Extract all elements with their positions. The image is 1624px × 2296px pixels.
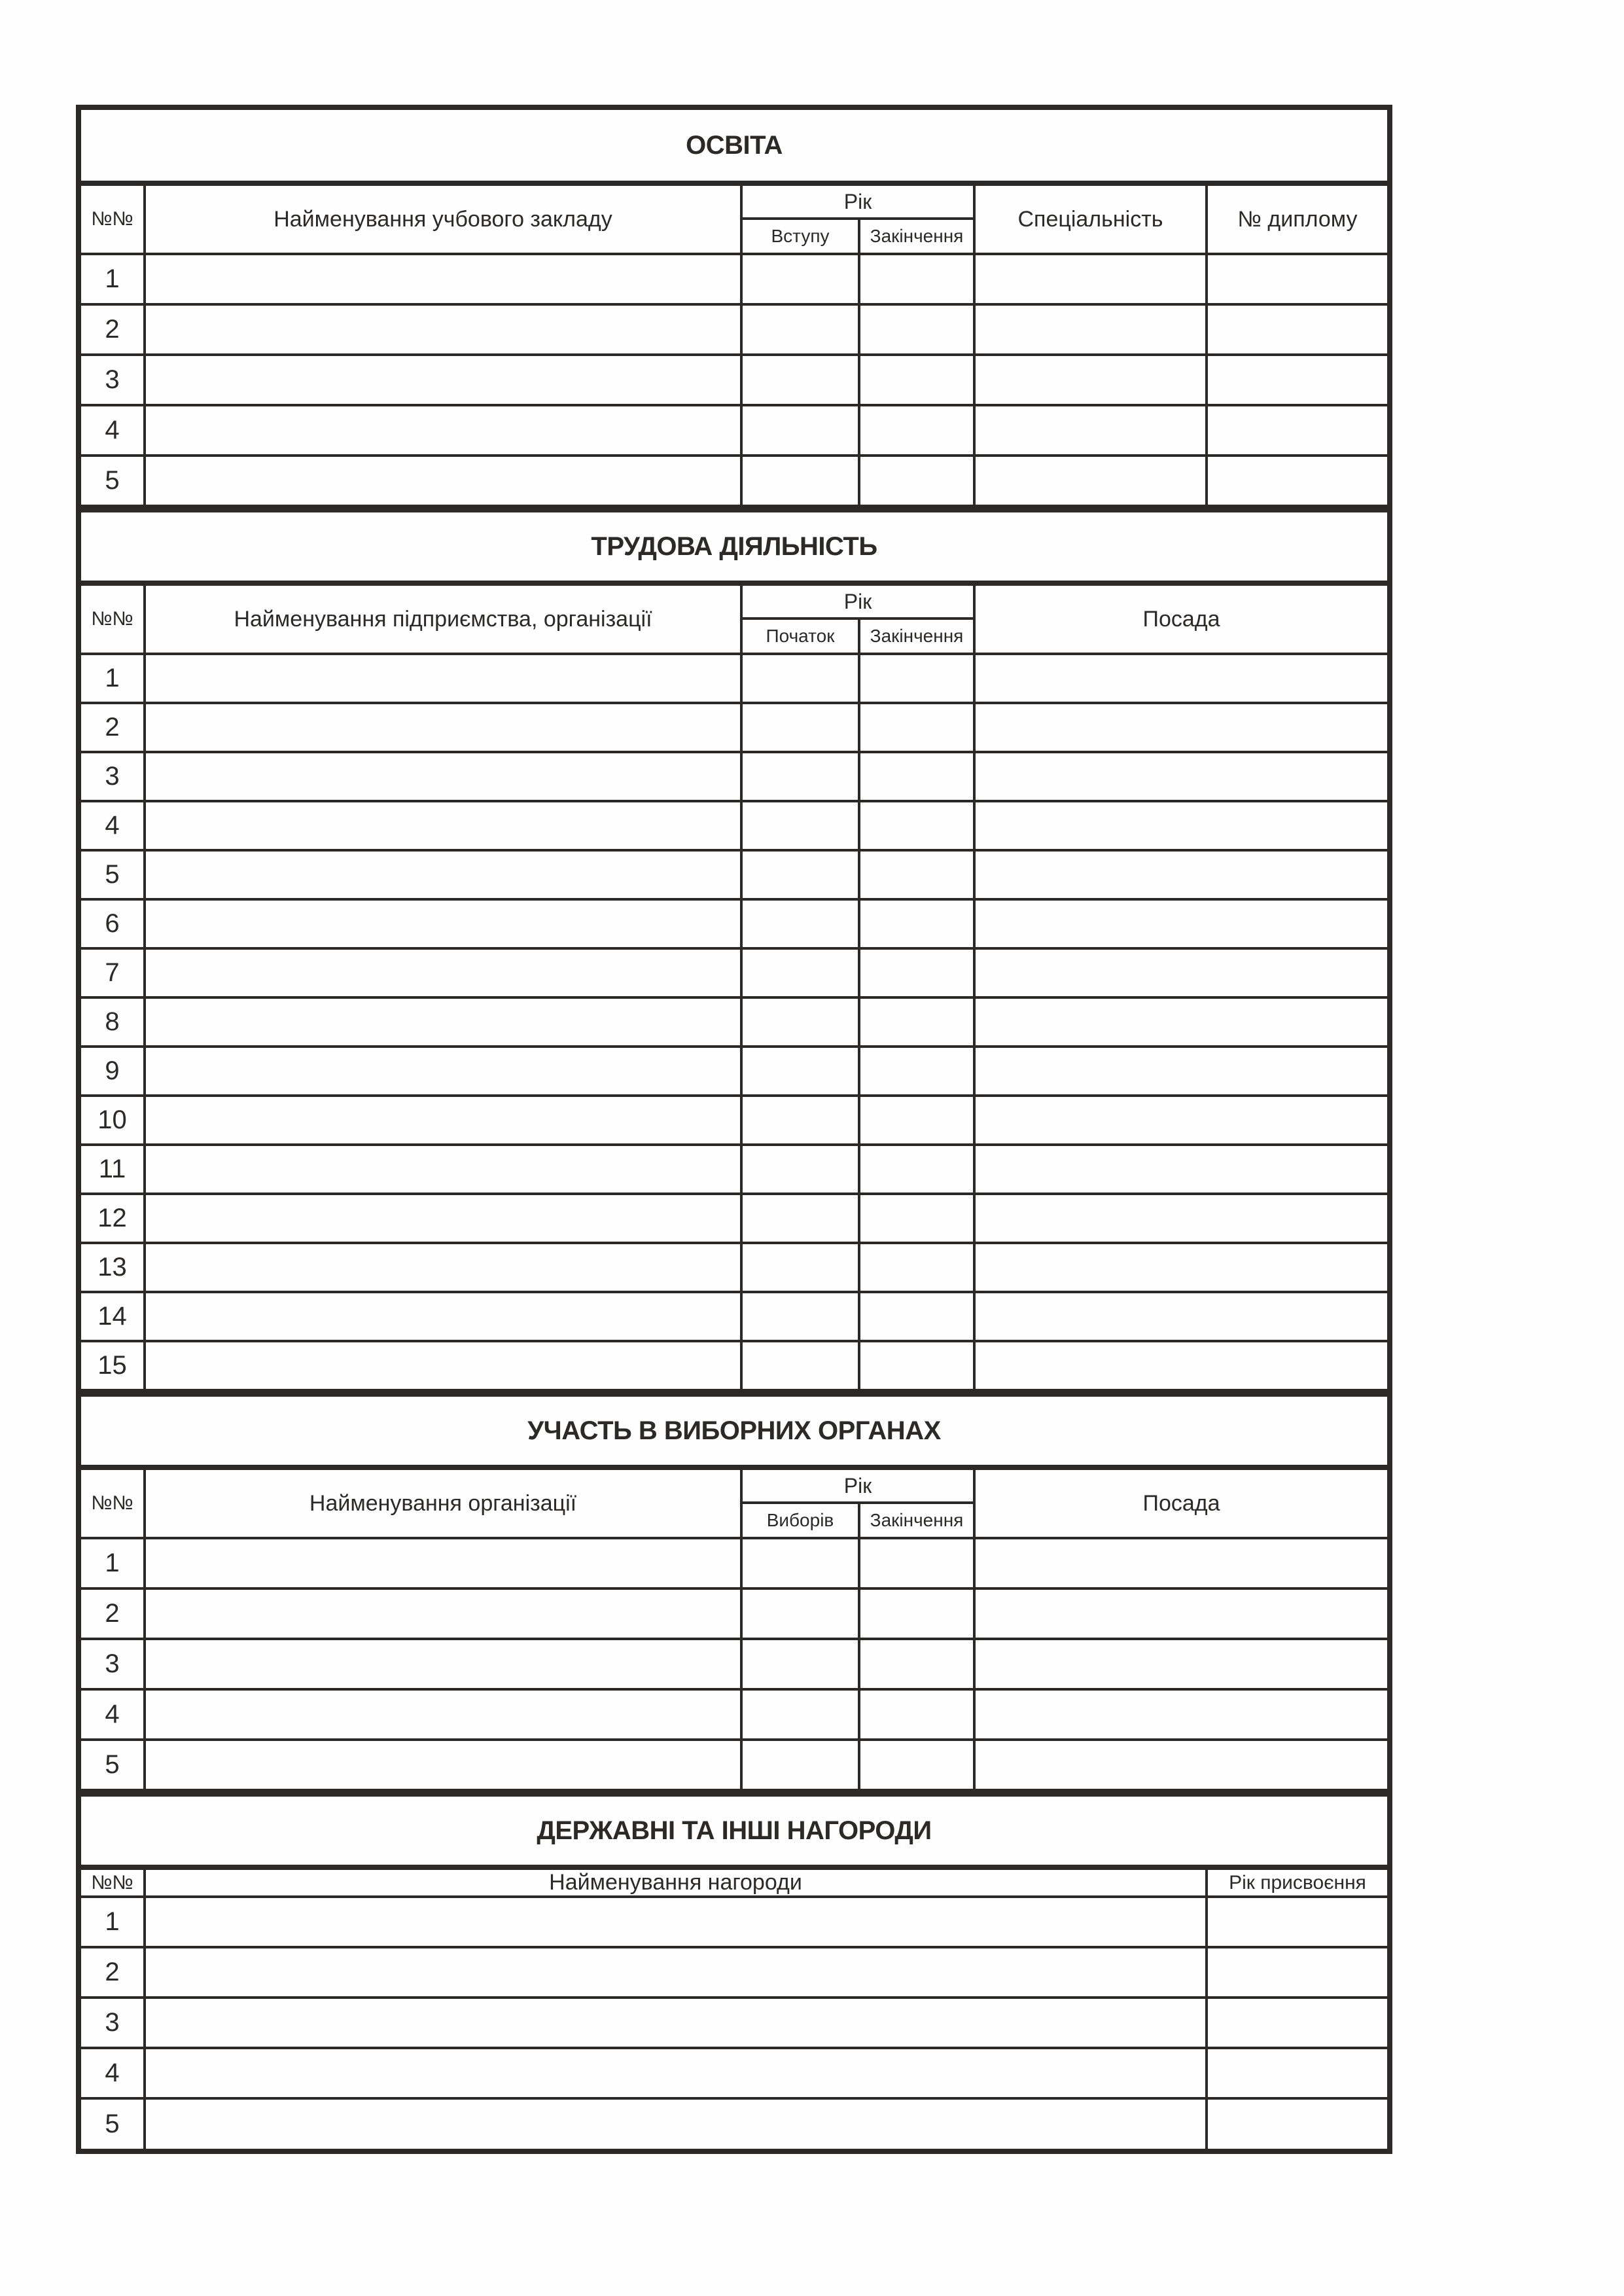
specialty-cell[interactable]	[974, 254, 1207, 304]
election-year-cell[interactable]	[741, 1538, 859, 1588]
work-name-header: Найменування підприємства, організації	[145, 583, 741, 654]
elected-year-end-header: Закінчення	[859, 1503, 974, 1538]
work-row	[81, 948, 1387, 997]
position-cell[interactable]	[974, 1194, 1387, 1243]
year-end-cell[interactable]	[859, 1292, 974, 1341]
organization-name-cell[interactable]	[145, 850, 741, 899]
position-cell[interactable]	[974, 1639, 1387, 1689]
row-number: 4	[81, 405, 145, 456]
elected-position-header: Посада	[974, 1467, 1387, 1538]
position-cell[interactable]	[974, 801, 1387, 850]
year-end-cell[interactable]	[859, 752, 974, 801]
institution-name-cell[interactable]	[145, 456, 741, 506]
work-row	[81, 752, 1387, 801]
award-year-cell[interactable]	[1207, 2098, 1387, 2149]
row-number: 4	[81, 1689, 145, 1740]
year-start-cell[interactable]	[741, 899, 859, 948]
organization-name-cell[interactable]	[145, 1047, 741, 1096]
year-start-cell[interactable]	[741, 254, 859, 304]
education-year-header: Рік	[741, 183, 974, 219]
award-name-cell[interactable]	[145, 2098, 1207, 2149]
education-table	[81, 110, 1387, 507]
position-cell[interactable]	[974, 1096, 1387, 1145]
year-start-cell[interactable]	[741, 850, 859, 899]
row-number: 11	[81, 1145, 145, 1194]
row-number: 13	[81, 1243, 145, 1292]
year-end-cell[interactable]	[859, 899, 974, 948]
elected-name-header: Найменування організації	[145, 1467, 741, 1538]
position-cell[interactable]	[974, 1292, 1387, 1341]
year-end-cell[interactable]	[859, 997, 974, 1047]
work-section-title: ТРУДОВА ДІЯЛЬНІСТЬ	[81, 510, 1387, 583]
personal-record-form	[76, 105, 1392, 2154]
awards-row	[81, 2048, 1387, 2098]
row-number: 7	[81, 948, 145, 997]
organization-name-cell[interactable]	[145, 948, 741, 997]
position-cell[interactable]	[974, 1689, 1387, 1740]
work-row	[81, 1341, 1387, 1390]
row-number: 3	[81, 1998, 145, 2048]
year-start-cell[interactable]	[741, 1292, 859, 1341]
education-year-end-header: Закінчення	[859, 219, 974, 254]
work-row	[81, 1243, 1387, 1292]
organization-name-cell[interactable]	[145, 1096, 741, 1145]
row-number: 5	[81, 456, 145, 506]
position-cell[interactable]	[974, 948, 1387, 997]
diploma-cell[interactable]	[1207, 254, 1387, 304]
organization-name-cell[interactable]	[145, 1243, 741, 1292]
elected-row	[81, 1740, 1387, 1790]
election-year-cell[interactable]	[741, 1689, 859, 1740]
elected-year-start-header: Виборів	[741, 1503, 859, 1538]
awards-table	[81, 1791, 1387, 2149]
award-name-cell[interactable]	[145, 2048, 1207, 2098]
year-end-cell[interactable]	[859, 1538, 974, 1588]
education-diploma-header: № диплому	[1207, 183, 1387, 254]
year-end-cell[interactable]	[859, 1145, 974, 1194]
year-end-cell[interactable]	[859, 1194, 974, 1243]
work-row	[81, 850, 1387, 899]
position-cell[interactable]	[974, 1145, 1387, 1194]
position-cell[interactable]	[974, 850, 1387, 899]
specialty-cell[interactable]	[974, 355, 1207, 405]
award-name-cell[interactable]	[145, 1998, 1207, 2048]
education-row	[81, 254, 1387, 304]
organization-name-cell[interactable]	[145, 1292, 741, 1341]
organization-name-cell[interactable]	[145, 752, 741, 801]
row-number: 15	[81, 1341, 145, 1390]
row-number: 14	[81, 1292, 145, 1341]
awards-name-header: Найменування нагороди	[145, 1867, 1207, 1897]
row-number: 2	[81, 1947, 145, 1998]
year-end-cell[interactable]	[859, 654, 974, 703]
row-number: 6	[81, 899, 145, 948]
elected-row	[81, 1538, 1387, 1588]
education-row	[81, 304, 1387, 355]
education-row	[81, 355, 1387, 405]
position-cell[interactable]	[974, 752, 1387, 801]
year-start-cell[interactable]	[741, 304, 859, 355]
organization-name-cell[interactable]	[145, 997, 741, 1047]
award-name-cell[interactable]	[145, 1947, 1207, 1998]
year-end-cell[interactable]	[859, 1639, 974, 1689]
work-row	[81, 654, 1387, 703]
year-start-cell[interactable]	[741, 355, 859, 405]
elected-bodies-table	[81, 1391, 1387, 1791]
diploma-cell[interactable]	[1207, 405, 1387, 456]
specialty-cell[interactable]	[974, 456, 1207, 506]
award-name-cell[interactable]	[145, 1897, 1207, 1947]
awards-row	[81, 1998, 1387, 2048]
education-row	[81, 405, 1387, 456]
education-specialty-header: Спеціальність	[974, 183, 1207, 254]
year-start-cell[interactable]	[741, 997, 859, 1047]
work-year-start-header: Початок	[741, 619, 859, 654]
row-number: 5	[81, 1740, 145, 1790]
elected-row	[81, 1639, 1387, 1689]
year-start-cell[interactable]	[741, 1194, 859, 1243]
work-row	[81, 997, 1387, 1047]
row-number: 12	[81, 1194, 145, 1243]
work-history-table	[81, 507, 1387, 1391]
year-end-cell[interactable]	[859, 1243, 974, 1292]
organization-name-cell[interactable]	[145, 1588, 741, 1639]
year-end-cell[interactable]	[859, 254, 974, 304]
year-start-cell[interactable]	[741, 1341, 859, 1390]
year-end-cell[interactable]	[859, 1047, 974, 1096]
year-start-cell[interactable]	[741, 405, 859, 456]
elected-row	[81, 1689, 1387, 1740]
year-end-cell[interactable]	[859, 801, 974, 850]
awards-row	[81, 2098, 1387, 2149]
awards-year-header: Рік присвоєння	[1207, 1867, 1387, 1897]
organization-name-cell[interactable]	[145, 1740, 741, 1790]
institution-name-cell[interactable]	[145, 254, 741, 304]
year-start-cell[interactable]	[741, 1047, 859, 1096]
elected-row	[81, 1588, 1387, 1639]
work-row	[81, 899, 1387, 948]
year-end-cell[interactable]	[859, 948, 974, 997]
organization-name-cell[interactable]	[145, 1689, 741, 1740]
work-row	[81, 1145, 1387, 1194]
election-year-cell[interactable]	[741, 1639, 859, 1689]
work-year-end-header: Закінчення	[859, 619, 974, 654]
diploma-cell[interactable]	[1207, 304, 1387, 355]
institution-name-cell[interactable]	[145, 355, 741, 405]
year-start-cell[interactable]	[741, 703, 859, 752]
diploma-cell[interactable]	[1207, 355, 1387, 405]
organization-name-cell[interactable]	[145, 1145, 741, 1194]
education-section-title: ОСВІТА	[81, 110, 1387, 183]
row-number: 5	[81, 850, 145, 899]
education-year-start-header: Вступу	[741, 219, 859, 254]
award-year-cell[interactable]	[1207, 1897, 1387, 1947]
work-row	[81, 801, 1387, 850]
year-end-cell[interactable]	[859, 1588, 974, 1639]
education-num-header: №№	[81, 183, 145, 254]
year-start-cell[interactable]	[741, 456, 859, 506]
awards-row	[81, 1947, 1387, 1998]
position-cell[interactable]	[974, 997, 1387, 1047]
year-end-cell[interactable]	[859, 1740, 974, 1790]
work-row	[81, 1096, 1387, 1145]
award-year-cell[interactable]	[1207, 1998, 1387, 2048]
institution-name-cell[interactable]	[145, 405, 741, 456]
year-end-cell[interactable]	[859, 1689, 974, 1740]
award-year-cell[interactable]	[1207, 2048, 1387, 2098]
elected-section-title: УЧАСТЬ В ВИБОРНИХ ОРГАНАХ	[81, 1394, 1387, 1467]
organization-name-cell[interactable]	[145, 654, 741, 703]
year-end-cell[interactable]	[859, 355, 974, 405]
row-number: 3	[81, 752, 145, 801]
work-row	[81, 1047, 1387, 1096]
row-number: 8	[81, 997, 145, 1047]
position-cell[interactable]	[974, 1538, 1387, 1588]
position-cell[interactable]	[974, 654, 1387, 703]
awards-num-header: №№	[81, 1867, 145, 1897]
education-row	[81, 456, 1387, 506]
work-row	[81, 703, 1387, 752]
row-number: 1	[81, 254, 145, 304]
year-end-cell[interactable]	[859, 703, 974, 752]
row-number: 1	[81, 1897, 145, 1947]
year-start-cell[interactable]	[741, 1096, 859, 1145]
organization-name-cell[interactable]	[145, 1639, 741, 1689]
position-cell[interactable]	[974, 1588, 1387, 1639]
row-number: 2	[81, 1588, 145, 1639]
organization-name-cell[interactable]	[145, 703, 741, 752]
year-end-cell[interactable]	[859, 456, 974, 506]
education-name-header: Найменування учбового закладу	[145, 183, 741, 254]
year-start-cell[interactable]	[741, 948, 859, 997]
awards-section-title: ДЕРЖАВНІ ТА ІНШІ НАГОРОДИ	[81, 1794, 1387, 1867]
row-number: 9	[81, 1047, 145, 1096]
position-cell[interactable]	[974, 1740, 1387, 1790]
year-end-cell[interactable]	[859, 1096, 974, 1145]
work-position-header: Посада	[974, 583, 1387, 654]
position-cell[interactable]	[974, 899, 1387, 948]
row-number: 2	[81, 703, 145, 752]
elected-num-header: №№	[81, 1467, 145, 1538]
work-row	[81, 1194, 1387, 1243]
work-num-header: №№	[81, 583, 145, 654]
position-cell[interactable]	[974, 1047, 1387, 1096]
organization-name-cell[interactable]	[145, 1538, 741, 1588]
row-number: 1	[81, 1538, 145, 1588]
year-end-cell[interactable]	[859, 1341, 974, 1390]
row-number: 10	[81, 1096, 145, 1145]
year-end-cell[interactable]	[859, 304, 974, 355]
election-year-cell[interactable]	[741, 1588, 859, 1639]
awards-row	[81, 1897, 1387, 1947]
organization-name-cell[interactable]	[145, 1194, 741, 1243]
row-number: 3	[81, 355, 145, 405]
row-number: 5	[81, 2098, 145, 2149]
specialty-cell[interactable]	[974, 405, 1207, 456]
specialty-cell[interactable]	[974, 304, 1207, 355]
election-year-cell[interactable]	[741, 1740, 859, 1790]
organization-name-cell[interactable]	[145, 801, 741, 850]
organization-name-cell[interactable]	[145, 899, 741, 948]
work-year-header: Рік	[741, 583, 974, 619]
award-year-cell[interactable]	[1207, 1947, 1387, 1998]
year-end-cell[interactable]	[859, 850, 974, 899]
position-cell[interactable]	[974, 1341, 1387, 1390]
year-start-cell[interactable]	[741, 801, 859, 850]
row-number: 4	[81, 801, 145, 850]
organization-name-cell[interactable]	[145, 1341, 741, 1390]
year-start-cell[interactable]	[741, 654, 859, 703]
position-cell[interactable]	[974, 1243, 1387, 1292]
row-number: 2	[81, 304, 145, 355]
row-number: 4	[81, 2048, 145, 2098]
institution-name-cell[interactable]	[145, 304, 741, 355]
year-start-cell[interactable]	[741, 1243, 859, 1292]
year-start-cell[interactable]	[741, 752, 859, 801]
diploma-cell[interactable]	[1207, 456, 1387, 506]
row-number: 1	[81, 654, 145, 703]
work-row	[81, 1292, 1387, 1341]
year-start-cell[interactable]	[741, 1145, 859, 1194]
elected-year-header: Рік	[741, 1467, 974, 1503]
row-number: 3	[81, 1639, 145, 1689]
year-end-cell[interactable]	[859, 405, 974, 456]
position-cell[interactable]	[974, 703, 1387, 752]
